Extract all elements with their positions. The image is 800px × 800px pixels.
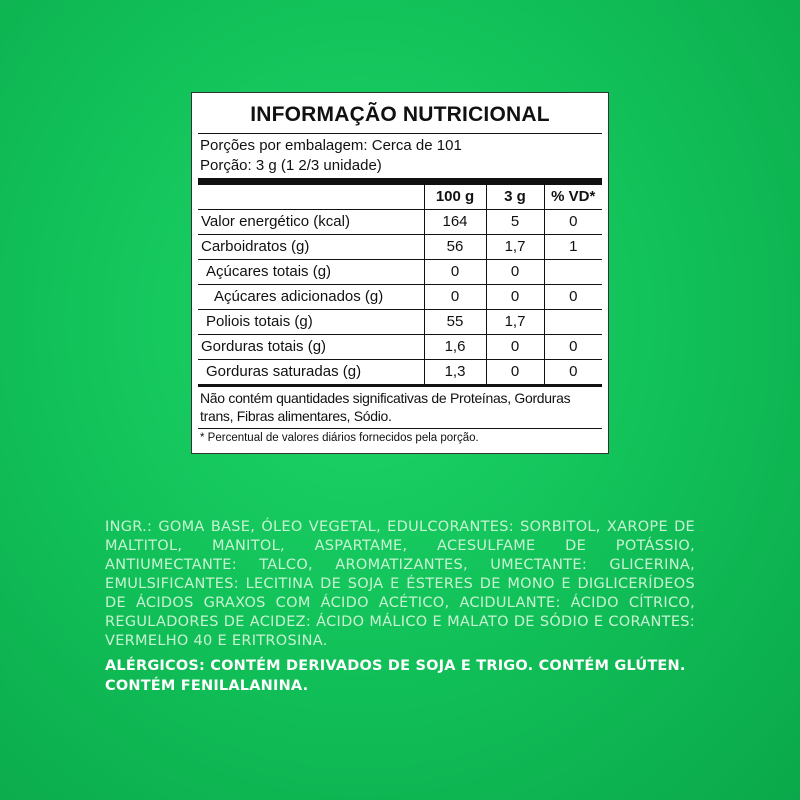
header-100g: 100 g [424,185,486,210]
value-100g: 164 [424,210,486,235]
thick-divider [198,178,602,185]
not-significant-note: Não contém quantidades significativas de Proteínas, Gorduras trans, Fibras alimentares, Sódio. [198,387,602,429]
nutrient-name: Gorduras totais (g) [198,335,424,360]
table-row [198,235,602,260]
value-3g: 0 [486,260,544,285]
nutrition-facts-label [191,92,609,454]
header-3g: 3 g [486,185,544,210]
table-row [198,210,602,235]
value-vd: 0 [544,360,602,386]
value-100g: 55 [424,310,486,335]
value-3g: 0 [486,285,544,310]
value-vd [544,260,602,285]
value-100g: 0 [424,285,486,310]
value-3g: 5 [486,210,544,235]
nutrient-name: Açúcares totais (g) [198,260,424,285]
nutrient-name: Carboidratos (g) [198,235,424,260]
nutrient-name: Gorduras saturadas (g) [198,360,424,386]
value-3g: 0 [486,335,544,360]
value-100g: 1,6 [424,335,486,360]
table-row [198,310,602,335]
header-vd: % VD* [544,185,602,210]
serving-size: Porção: 3 g (1 2/3 unidade) [200,157,382,174]
label-title: INFORMAÇÃO NUTRICIONAL [198,99,602,134]
table-row [198,285,602,310]
daily-value-footnote: * Percentual de valores diários fornecidos pela porção. [200,432,479,444]
value-vd [544,310,602,335]
value-vd: 0 [544,335,602,360]
table-row [198,335,602,360]
value-vd: 0 [544,210,602,235]
value-100g: 56 [424,235,486,260]
table-row [198,260,602,285]
ingredients-text: INGR.: GOMA BASE, ÓLEO VEGETAL, EDULCORANTES: SORBITOL, XAROPE DE MALTITOL, MANITOL, ASPARTAME, ACESULFAME DE POTÁSSIO, ANTIUMECTANTE: TALCO, AROMATIZANTES, UMECTANTE: GLICERINA, EMULSIFICANTES: LECITINA DE SOJA E ÉSTERES DE MONO E DIGLICERÍDEOS DE ÁCIDOS GRAXOS COM ÁCIDO ACÉTICO, ACIDULANTE: ÁCIDO CÍTRICO, REGULADORES DE ACIDEZ: ÁCIDO MÁLICO E MALATO DE SÓDIO E CORANTES: VERMELHO 40 E ERITROSINA. [105,519,695,649]
value-3g: 1,7 [486,310,544,335]
table-header-row [198,185,602,210]
value-vd: 0 [544,285,602,310]
table-row [198,360,602,386]
nutrition-table [198,185,602,387]
servings-per-package: Porções por embalagem: Cerca de 101 [200,137,462,154]
value-100g: 0 [424,260,486,285]
value-3g: 1,7 [486,235,544,260]
nutrient-name: Valor energético (kcal) [198,210,424,235]
value-3g: 0 [486,360,544,386]
value-100g: 1,3 [424,360,486,386]
value-vd: 1 [544,235,602,260]
nutrient-name: Açúcares adicionados (g) [198,285,424,310]
header-blank [198,185,424,210]
nutrient-name: Poliois totais (g) [198,310,424,335]
allergens-text: ALÉRGICOS: CONTÉM DERIVADOS DE SOJA E TRIGO. CONTÉM GLÚTEN. CONTÉM FENILALANINA. [105,658,686,694]
